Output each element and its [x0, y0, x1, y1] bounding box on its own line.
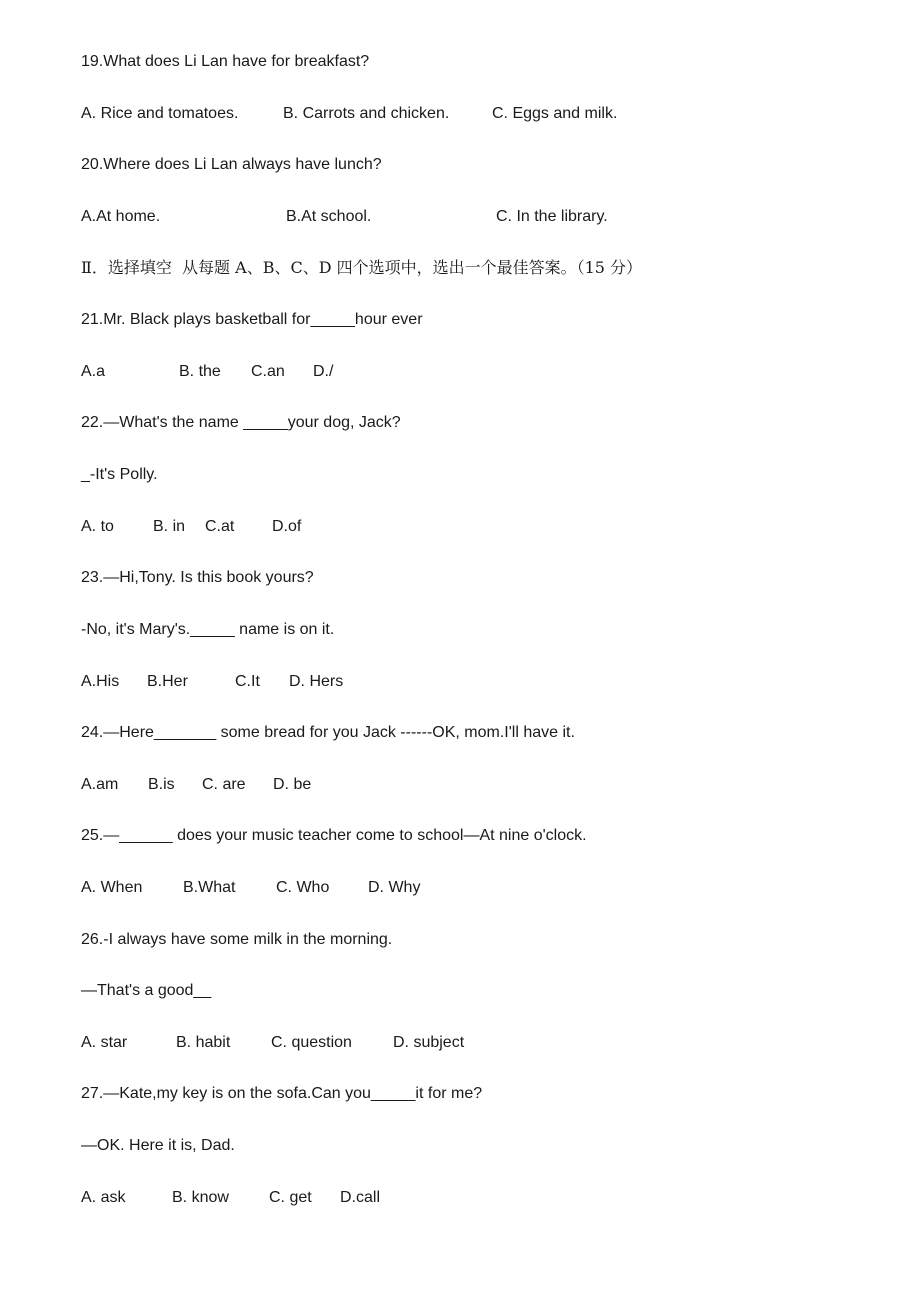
- option-20-a: A.At home.: [81, 208, 161, 225]
- question-25: 25.—______ does your music teacher come to school—At nine o'clock.: [81, 827, 587, 844]
- option-20-c: C. In the library.: [496, 208, 608, 225]
- option-20-b: B.At school.: [286, 208, 372, 225]
- question-21: 21.Mr. Black plays basketball for_____hour ever: [81, 311, 423, 328]
- option-27-b: B. know: [172, 1189, 229, 1206]
- reply-22: _-It's Polly.: [81, 466, 158, 483]
- option-19-a: A. Rice and tomatoes.: [81, 105, 239, 122]
- option-27-a: A. ask: [81, 1189, 126, 1206]
- option-25-d: D. Why: [368, 879, 421, 896]
- question-22: 22.—What's the name _____your dog, Jack?: [81, 414, 401, 431]
- option-21-c: C.an: [251, 363, 285, 380]
- option-19-b: B. Carrots and chicken.: [283, 105, 450, 122]
- option-26-c: C. question: [271, 1034, 352, 1051]
- option-25-b: B.What: [183, 879, 236, 896]
- option-25-c: C. Who: [276, 879, 330, 896]
- option-24-b: B.is: [148, 776, 175, 793]
- section-2-heading: Ⅱ．选择填空 从每题 A、B、C、D 四个选项中，选出一个最佳答案。（15 分）: [81, 258, 643, 277]
- option-26-d: D. subject: [393, 1034, 465, 1051]
- option-22-b: B. in: [153, 518, 186, 535]
- option-22-a: A. to: [81, 518, 114, 535]
- option-26-b: B. habit: [176, 1034, 231, 1051]
- option-27-d: D.call: [340, 1189, 381, 1206]
- reply-27: —OK. Here it is, Dad.: [81, 1137, 235, 1154]
- option-26-a: A. star: [81, 1034, 128, 1051]
- option-27-c: C. get: [269, 1189, 312, 1206]
- reply-26: —That's a good__: [81, 982, 212, 999]
- option-23-c: C.It: [235, 673, 260, 690]
- option-24-a: A.am: [81, 776, 119, 793]
- option-19-c: C. Eggs and milk.: [492, 105, 618, 122]
- reply-23: -No, it's Mary's._____ name is on it.: [81, 621, 335, 638]
- option-22-d: D.of: [272, 518, 302, 535]
- question-19: 19.What does Li Lan have for breakfast?: [81, 53, 370, 70]
- option-21-b: B. the: [179, 363, 221, 380]
- option-22-c: C.at: [205, 518, 235, 535]
- option-23-a: A.His: [81, 673, 120, 690]
- question-23: 23.—Hi,Tony. Is this book yours?: [81, 569, 314, 586]
- question-20: 20.Where does Li Lan always have lunch?: [81, 156, 382, 173]
- option-24-c: C. are: [202, 776, 246, 793]
- option-21-a: A.a: [81, 363, 106, 380]
- option-23-d: D. Hers: [289, 673, 344, 690]
- question-24: 24.—Here_______ some bread for you Jack ------OK, mom.I'll have it.: [81, 724, 575, 741]
- option-23-b: B.Her: [147, 673, 188, 690]
- question-26: 26.-I always have some milk in the morning.: [81, 931, 393, 948]
- option-21-d: D./: [313, 363, 334, 380]
- option-24-d: D. be: [273, 776, 312, 793]
- option-25-a: A. When: [81, 879, 143, 896]
- question-27: 27.—Kate,my key is on the sofa.Can you_____it for me?: [81, 1085, 483, 1102]
